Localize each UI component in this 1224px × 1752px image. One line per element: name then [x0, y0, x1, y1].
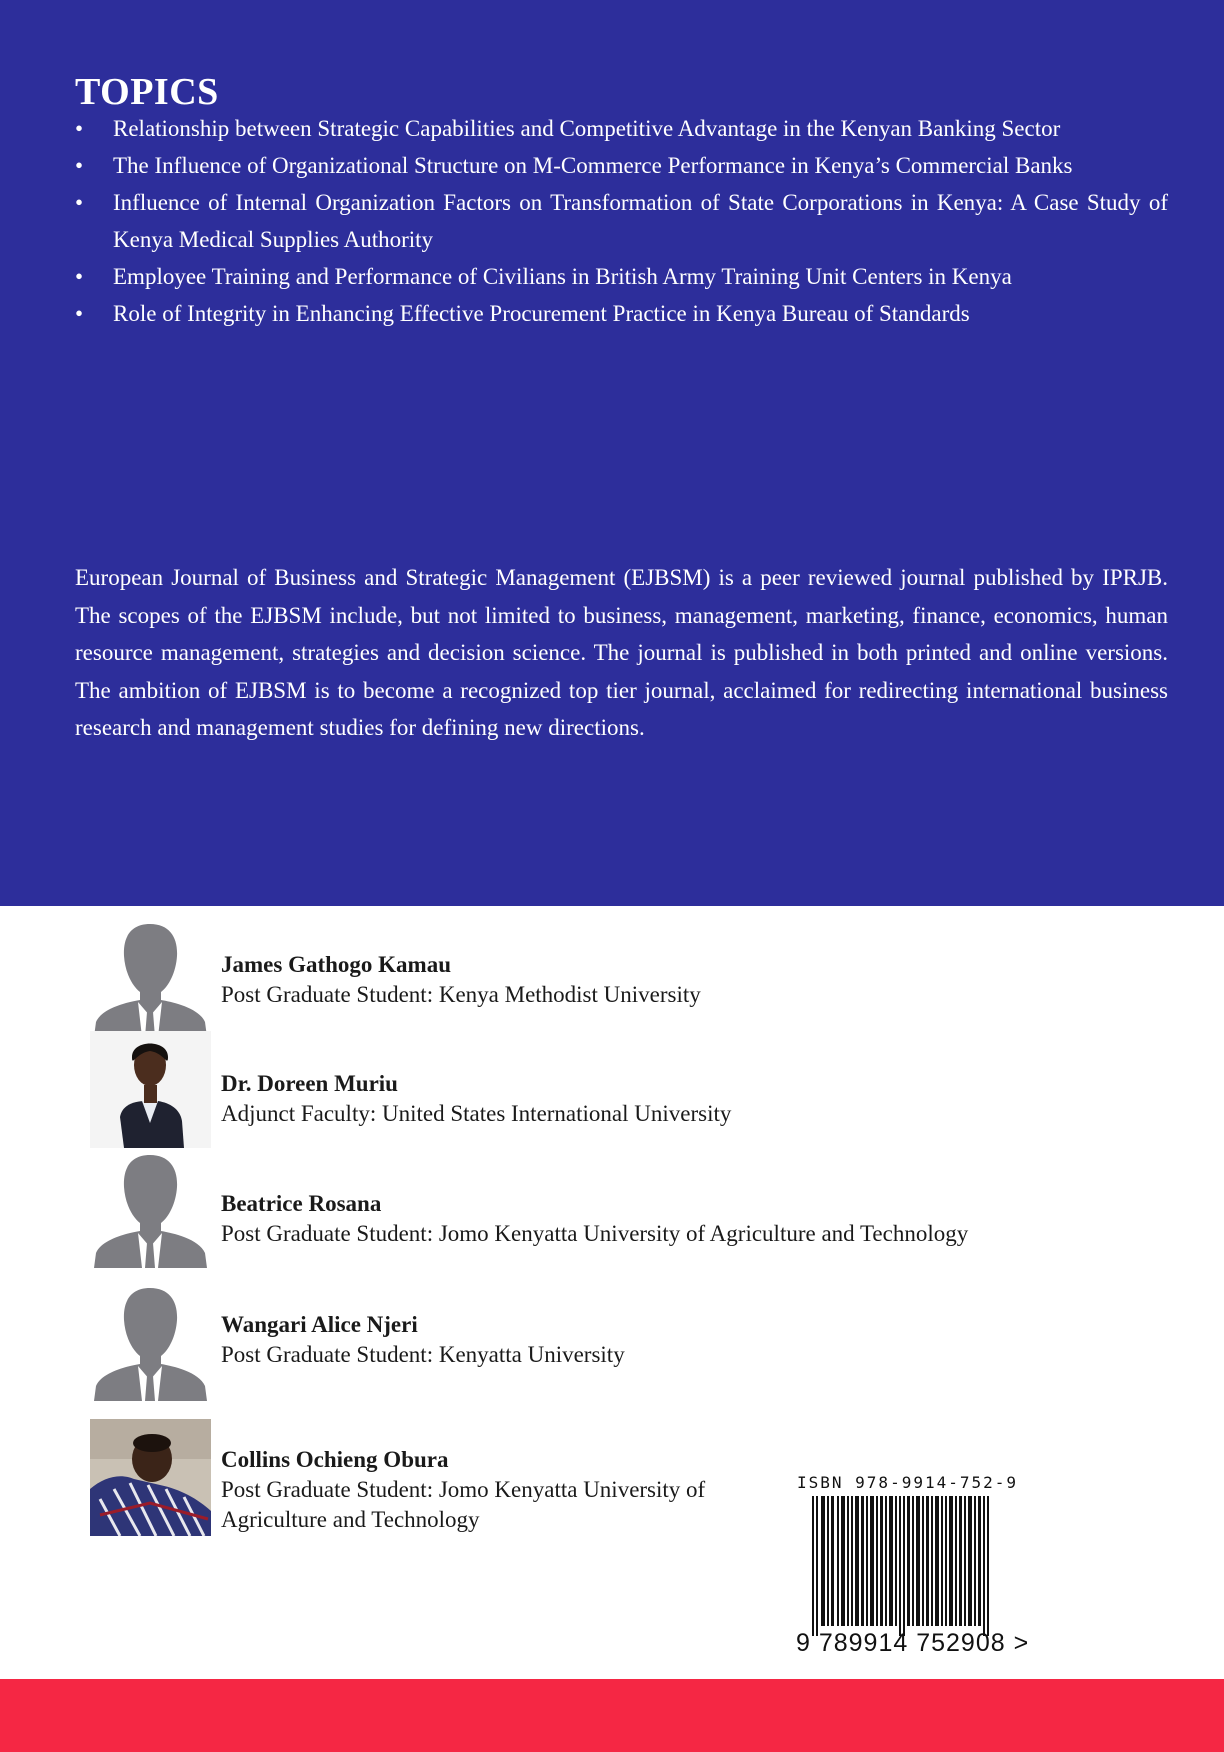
author-name: James Gathogo Kamau: [221, 952, 451, 977]
topic-text: Role of Integrity in Enhancing Effective Procurement Practice in Kenya Bureau of Standards: [113, 301, 970, 326]
silhouette-icon: [90, 1284, 211, 1401]
bullet-icon: •: [75, 153, 84, 178]
author-name: Wangari Alice Njeri: [221, 1312, 418, 1337]
author-card: [90, 920, 970, 1040]
author-name: Beatrice Rosana: [221, 1191, 382, 1216]
author-name: Dr. Doreen Muriu: [221, 1071, 398, 1096]
author-card: [90, 1284, 970, 1404]
topic-item: [75, 258, 1168, 295]
bottom-band: [0, 1679, 1224, 1752]
woman-portrait: [90, 1031, 211, 1148]
barcode-digits: 9 789914 752908 >: [796, 1629, 1030, 1657]
journal-description: European Journal of Business and Strategic Management (EJBSM) is a peer reviewed journal published by IPRJB. The scopes of the EJBSM include, but not limited to business, management, marketing, finance, economics, human resource management, strategies and decision science. The journal is published in both printed and online versions. The ambition of EJBSM is to become a recognized top tier journal, acclaimed for redirecting international business research and management studies for defining new directions.: [75, 565, 1168, 740]
author-affiliation: Post Graduate Student: Kenya Methodist University: [221, 982, 701, 1007]
bullet-icon: •: [75, 116, 84, 141]
topics-title: TOPICS: [75, 71, 219, 113]
author-affiliation-continued: Agriculture and Technology: [221, 1507, 480, 1532]
author-affiliation: Post Graduate Student: Jomo Kenyatta University of Agriculture and Technology: [221, 1221, 969, 1246]
bullet-icon: •: [75, 301, 84, 326]
topic-text: Employee Training and Performance of Civilians in British Army Training Unit Centers in Kenya: [113, 264, 1012, 289]
author-card: [90, 1031, 970, 1151]
author-name: Collins Ochieng Obura: [221, 1447, 449, 1472]
author-affiliation: Post Graduate Student: Jomo Kenyatta University of: [221, 1477, 706, 1502]
topic-text: The Influence of Organizational Structure on M-Commerce Performance in Kenya’s Commercial Banks: [113, 153, 1073, 178]
topic-item: [75, 110, 1168, 147]
author-card: [90, 1151, 970, 1271]
topic-item: [75, 295, 1168, 332]
topic-text: Influence of Internal Organization Factors on Transformation of State Corporations in Kenya: A Case Study of Kenya Medical Supplies Authority: [113, 190, 1168, 252]
topic-item: [75, 184, 1168, 258]
topics-list: [75, 110, 1168, 332]
silhouette-icon: [90, 1151, 211, 1268]
isbn-label: ISBN 978-9914-752-9: [797, 1473, 1019, 1492]
author-affiliation: Post Graduate Student: Kenyatta University: [221, 1342, 625, 1367]
topic-text: Relationship between Strategic Capabilities and Competitive Advantage in the Kenyan Banking Sector: [113, 116, 1061, 141]
man-portrait: [90, 1419, 211, 1536]
silhouette-icon: [90, 920, 211, 1037]
author-affiliation: Adjunct Faculty: United States International University: [221, 1101, 732, 1126]
bullet-icon: •: [75, 190, 84, 215]
topic-item: [75, 147, 1168, 184]
bullet-icon: •: [75, 264, 84, 289]
